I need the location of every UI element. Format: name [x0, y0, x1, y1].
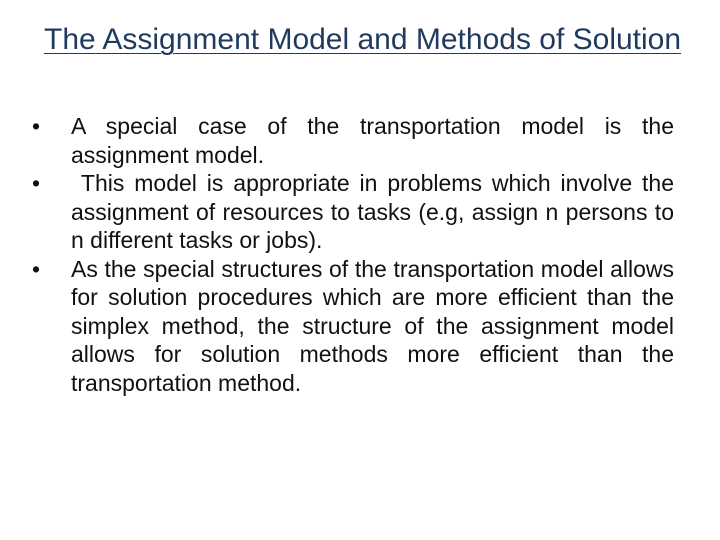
- bullet-icon: •: [31, 255, 41, 282]
- bullet-icon: •: [31, 113, 41, 139]
- bullet-item: [26, 255, 674, 398]
- bullet-icon: •: [31, 170, 41, 196]
- bullet-item: [26, 169, 681, 255]
- slide-title: [44, 22, 684, 58]
- bullet-text: As the special structures of the transportation model allows for solution procedures which are more efficient than the simplex method, the structure of the assignment model allows for solution methods more efficient than the transportation method.: [71, 255, 674, 396]
- slide-title-text: The Assignment Model and Methods of Solution: [44, 23, 682, 56]
- bullet-item: [26, 112, 674, 169]
- bullet-text: A special case of the transportation model is the assignment model.: [71, 113, 674, 168]
- bullet-list: [26, 112, 681, 397]
- bullet-text: This model is appropriate in problems which involve the assignment of resources to tasks (e.g, assign n persons to n different tasks or jobs).: [71, 170, 681, 253]
